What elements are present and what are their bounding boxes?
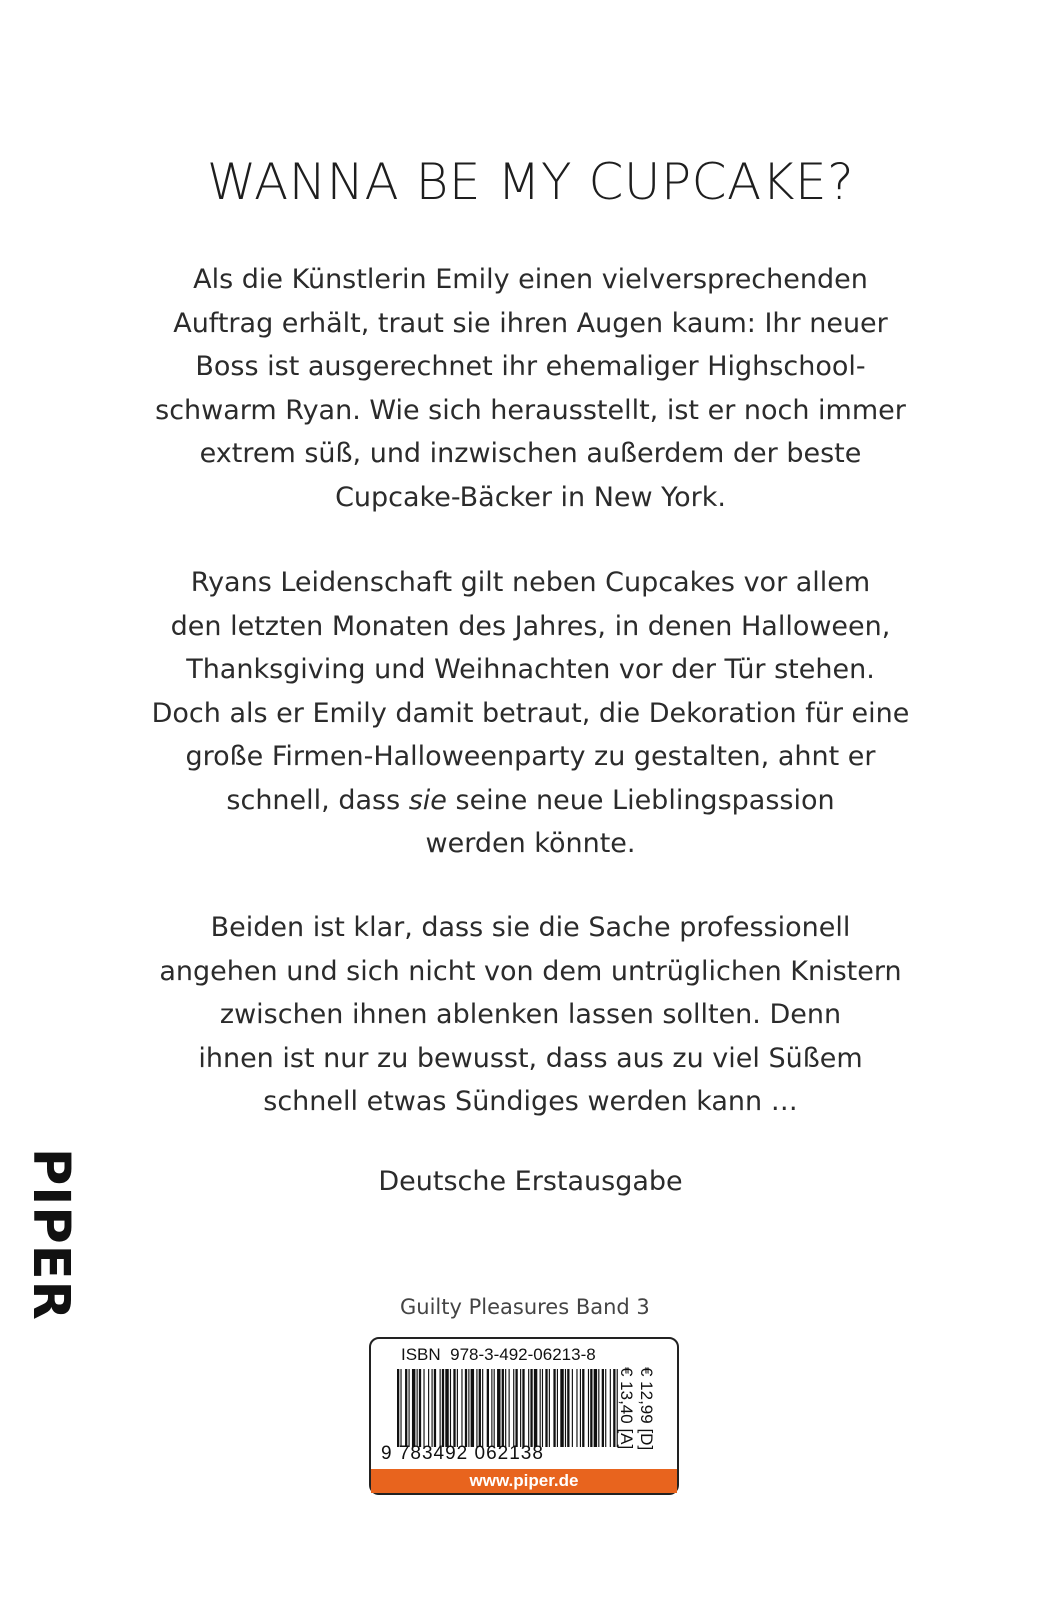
barcode-bar xyxy=(405,1369,407,1447)
blurb-line: Thanksgiving und Weihnachten vor der Tür stehen. xyxy=(186,654,875,685)
barcode-bar xyxy=(461,1369,462,1447)
barcode-bar xyxy=(453,1369,455,1447)
barcode-bar xyxy=(534,1369,537,1447)
barcode-bar xyxy=(409,1369,410,1447)
blurb-line: Boss ist ausgerechnet ihr ehemaliger Highschool- xyxy=(195,351,866,382)
barcode-bar xyxy=(487,1369,489,1447)
barcode-bar xyxy=(423,1369,424,1447)
barcode-bar xyxy=(494,1369,495,1447)
price-austria: € 13,40 [A] xyxy=(617,1367,636,1450)
barcode-bar xyxy=(549,1369,550,1447)
barcode-bar xyxy=(580,1369,581,1447)
blurb-line: schnell etwas Sündiges werden kann … xyxy=(263,1086,798,1117)
barcode-bar xyxy=(520,1369,521,1447)
barcode-bar xyxy=(590,1369,592,1447)
barcode-bar xyxy=(509,1369,510,1447)
barcode-bar xyxy=(497,1369,500,1447)
blurb-line: große Firmen-Halloweenparty zu gestalten, ahnt er xyxy=(185,741,876,772)
barcode-bar xyxy=(457,1369,458,1447)
publisher-logo xyxy=(21,1146,80,1336)
barcode-bar xyxy=(576,1369,577,1447)
emphasis-text: sie xyxy=(408,784,447,816)
barcode-bar xyxy=(588,1369,589,1447)
barcode-bar xyxy=(610,1369,611,1447)
barcode-bar xyxy=(491,1369,492,1447)
barcode-bar xyxy=(412,1369,415,1447)
barcode-bar xyxy=(479,1369,481,1447)
barcode-bar xyxy=(602,1369,604,1447)
blurb-line: extrem süß, und inzwischen außerdem der beste xyxy=(199,438,862,469)
isbn-label: ISBN 978-3-492-06213-8 xyxy=(401,1345,596,1364)
barcode-bar xyxy=(442,1369,444,1447)
barcode-bar xyxy=(471,1369,474,1447)
barcode-bar xyxy=(582,1369,584,1447)
barcode-bar xyxy=(530,1369,532,1447)
barcode-bar xyxy=(476,1369,477,1447)
barcode-bar xyxy=(397,1369,399,1447)
blurb-line: angehen und sich nicht von dem untrüglichen Knistern xyxy=(159,955,902,987)
blurb-line: zwischen ihnen ablenken lassen sollten. Denn xyxy=(219,999,842,1030)
barcode-bar xyxy=(545,1369,547,1447)
barcode-bar xyxy=(450,1369,451,1447)
barcode-bar xyxy=(502,1369,504,1447)
barcode-bar xyxy=(428,1369,429,1447)
barcode-bar xyxy=(400,1369,401,1447)
edition-note: Deutsche Erstausgabe xyxy=(378,1166,683,1197)
barcode-bar xyxy=(440,1369,441,1447)
blurb-line: den letzten Monaten des Jahres, in denen Halloween, xyxy=(170,610,891,642)
barcode-bar xyxy=(432,1369,433,1447)
barcode-bar xyxy=(445,1369,448,1447)
website-link[interactable]: www.piper.de xyxy=(371,1469,677,1493)
barcode-bar xyxy=(468,1369,469,1447)
blurb-line: ihnen ist nur zu bewusst, dass aus zu viel Süßem xyxy=(198,1042,863,1074)
blurb-paragraph-3 xyxy=(0,906,1061,1124)
barcode-bar xyxy=(419,1369,421,1447)
barcode-bar xyxy=(513,1369,514,1447)
barcode-bars xyxy=(395,1369,620,1447)
barcode-bar xyxy=(505,1369,506,1447)
barcode-bar xyxy=(572,1369,573,1447)
barcode-panel xyxy=(369,1337,679,1495)
barcode-bar xyxy=(515,1369,517,1447)
blurb-line xyxy=(0,779,1061,823)
blurb-line: schwarm Ryan. Wie sich herausstellt, ist er noch immer xyxy=(155,394,906,426)
price-germany: € 12,99 [D] xyxy=(637,1367,656,1451)
blurb-paragraph-1 xyxy=(0,258,1061,519)
barcode-bar xyxy=(540,1369,541,1447)
blurb-line: Als die Künstlerin Emily einen vielversprechenden xyxy=(193,264,868,295)
blurb-line: Cupcake-Bäcker in New York. xyxy=(335,481,726,513)
barcode-bar xyxy=(482,1369,483,1447)
blurb-line: werden könnte. xyxy=(425,828,636,859)
blurb-paragraph-2 xyxy=(0,561,1061,866)
barcode-bar xyxy=(417,1369,418,1447)
barcode-bar xyxy=(565,1369,566,1447)
barcode-bar xyxy=(560,1369,563,1447)
blurb-line: Auftrag erhält, traut sie ihren Augen kaum: Ihr neuer xyxy=(173,307,888,339)
blurb-line: Ryans Leidenschaft gilt neben Cupcakes vor allem xyxy=(190,567,871,598)
barcode-bar xyxy=(567,1369,569,1447)
barcode-bar xyxy=(553,1369,555,1447)
barcode-bar xyxy=(522,1369,524,1447)
blurb-text: schnell, dass xyxy=(226,784,409,816)
barcode-bar xyxy=(434,1369,436,1447)
barcode-bar xyxy=(465,1369,467,1447)
barcode-bar xyxy=(557,1369,558,1447)
series-label: Guilty Pleasures Band 3 xyxy=(400,1295,650,1319)
barcode-bar xyxy=(605,1369,606,1447)
barcode-bar xyxy=(594,1369,597,1447)
publisher-logo-text: PIPER xyxy=(21,1148,80,1321)
ean-digits: 9 783492 062138 xyxy=(381,1443,544,1464)
blurb-text: seine neue Lieblingspassion xyxy=(446,784,835,816)
headline: WANNA BE MY CUPCAKE? xyxy=(206,153,855,211)
barcode-bar xyxy=(598,1369,599,1447)
barcode-bar xyxy=(542,1369,543,1447)
blurb-line: Beiden ist klar, dass sie die Sache professionell xyxy=(210,912,851,943)
blurb-line: Doch als er Emily damit betraut, die Dekoration für eine xyxy=(151,697,910,729)
barcode-bar xyxy=(528,1369,529,1447)
